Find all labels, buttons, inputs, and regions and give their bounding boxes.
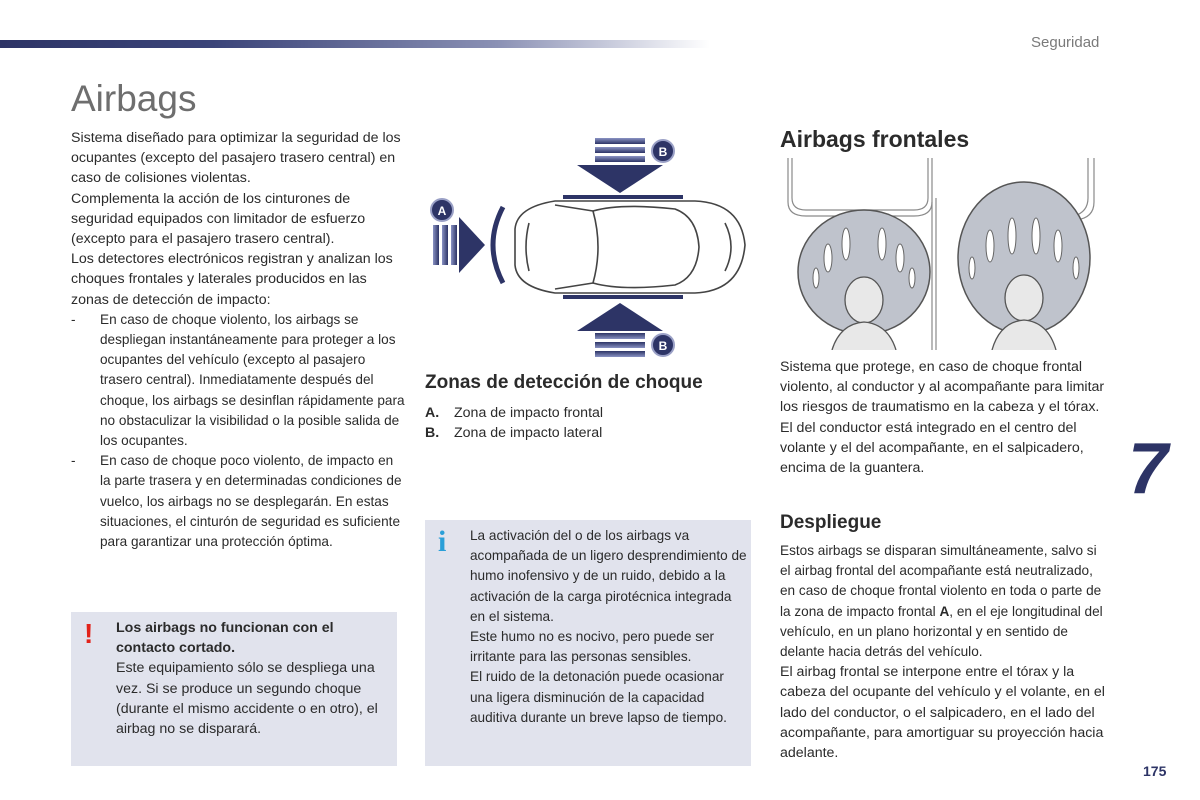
warning-title: Los airbags no funcionan con el contacto cortado. bbox=[116, 620, 334, 657]
intro-paragraph: Los detectores electrónicos registran y analizan los choques frontales y laterales producidos en las zonas de detección de impacto: bbox=[71, 251, 393, 308]
svg-text:A: A bbox=[437, 204, 447, 218]
zones-list bbox=[425, 403, 603, 443]
list-item: - En caso de choque violento, los airbags se despliegan instantáneamente para proteger a los ocupantes del vehículo (excepto al pasajero trasero central). Inmediatamente después del choque, los airbags se desinflan rápidamente para no obstaculizar la visibilidad o la posible salida de los ocupantes. bbox=[71, 311, 405, 449]
zones-title: Zonas de detección de choque bbox=[425, 372, 703, 393]
intro-paragraph: Complementa la acción de los cinturones de seguridad equipados con limitador de esfuerzo (excepto para el pasajero trasero central). bbox=[71, 190, 366, 248]
svg-text:B: B bbox=[658, 145, 668, 159]
svg-text:B: B bbox=[658, 339, 668, 353]
info-paragraph: La activación del o de los airbags va acompañada de un ligero desprendimiento de humo inofensivo y de un ruido, debido a la activación de la carga pirotécnica integrada en el sistema. bbox=[470, 528, 747, 624]
frontal-airbags-figure bbox=[786, 158, 1098, 350]
warning-icon: ! bbox=[84, 618, 94, 649]
label-b-badge-top bbox=[652, 140, 674, 162]
list-item: B. Zona de impacto lateral bbox=[425, 425, 603, 442]
info-icon: i bbox=[438, 525, 447, 558]
list-item: A. Zona de impacto frontal bbox=[425, 405, 604, 421]
passenger-airbag bbox=[958, 182, 1090, 350]
info-paragraph: Este humo no es nocivo, pero puede ser irritante para las personas sensibles. bbox=[470, 629, 715, 665]
label-b-badge-bottom bbox=[652, 334, 674, 356]
section-name: Seguridad bbox=[1031, 34, 1100, 51]
page-title: Airbags bbox=[71, 78, 197, 119]
warning-text: Este equipamiento sólo se despliega una vez. Si se produce un segundo choque (durante el mismo accidente o en otro), el airbag no se disparará. bbox=[116, 660, 378, 738]
label-a-badge bbox=[431, 199, 453, 221]
impact-zones-figure bbox=[425, 133, 755, 363]
frontal-airbags-text bbox=[780, 357, 1110, 478]
header-rule bbox=[0, 40, 710, 48]
info-box bbox=[425, 520, 751, 766]
side-impact-arrow-top bbox=[577, 138, 663, 193]
deploy-paragraph: El airbag frontal se interpone entre el tórax y la cabeza del ocupante del vehículo y el volante, en el lado del conductor, o el salpicadero, en el lado del acompañante, para amortiguar su proyección hacia adelante. bbox=[780, 664, 1105, 762]
driver-airbag bbox=[798, 210, 930, 350]
car-top-view bbox=[515, 201, 745, 293]
frontal-airbags-title: Airbags frontales bbox=[780, 126, 970, 152]
page-number: 175 bbox=[1143, 763, 1167, 779]
deploy-text bbox=[780, 541, 1110, 763]
frontal-paragraph: Sistema que protege, en caso de choque frontal violento, al conductor y al acompañante para limitar los riesgos de traumatismo en la cabeza y el tórax. bbox=[780, 359, 1105, 416]
frontal-paragraph: El del conductor está integrado en el centro del volante y el del acompañante, en el salpicadero, encima de la guantera. bbox=[780, 419, 1084, 477]
deploy-title: Despliegue bbox=[780, 512, 882, 533]
deploy-cases-list bbox=[71, 310, 406, 552]
warning-box bbox=[71, 612, 397, 766]
chapter-number: 7 bbox=[1128, 429, 1169, 509]
list-item: - En caso de choque poco violento, de impacto en la parte trasera y en determinadas condiciones de vuelco, los airbags no se desplegarán. En estas situaciones, el cinturón de seguridad es suficiente para garantizar una protección óptima. bbox=[71, 453, 402, 550]
side-impact-arrow-bottom bbox=[577, 303, 663, 357]
deploy-paragraph: Estos airbags se disparan simultáneamente, salvo si el airbag frontal del acompañante está neutralizado, en caso de choque frontal violento en toda o parte de la zona de impacto frontal A, en el eje longitudinal del vehículo, en un plano horizontal y en sentido de delante hacia detrás del vehículo. bbox=[780, 543, 1103, 660]
intro-paragraph: Sistema diseñado para optimizar la seguridad de los ocupantes (excepto del pasajero trasero central) en caso de colisiones violentas. bbox=[71, 130, 401, 187]
intro-text bbox=[71, 128, 406, 552]
info-paragraph: El ruido de la detonación puede ocasionar una ligera disminución de la capacidad auditiva durante un breve lapso de tiempo. bbox=[470, 669, 727, 725]
